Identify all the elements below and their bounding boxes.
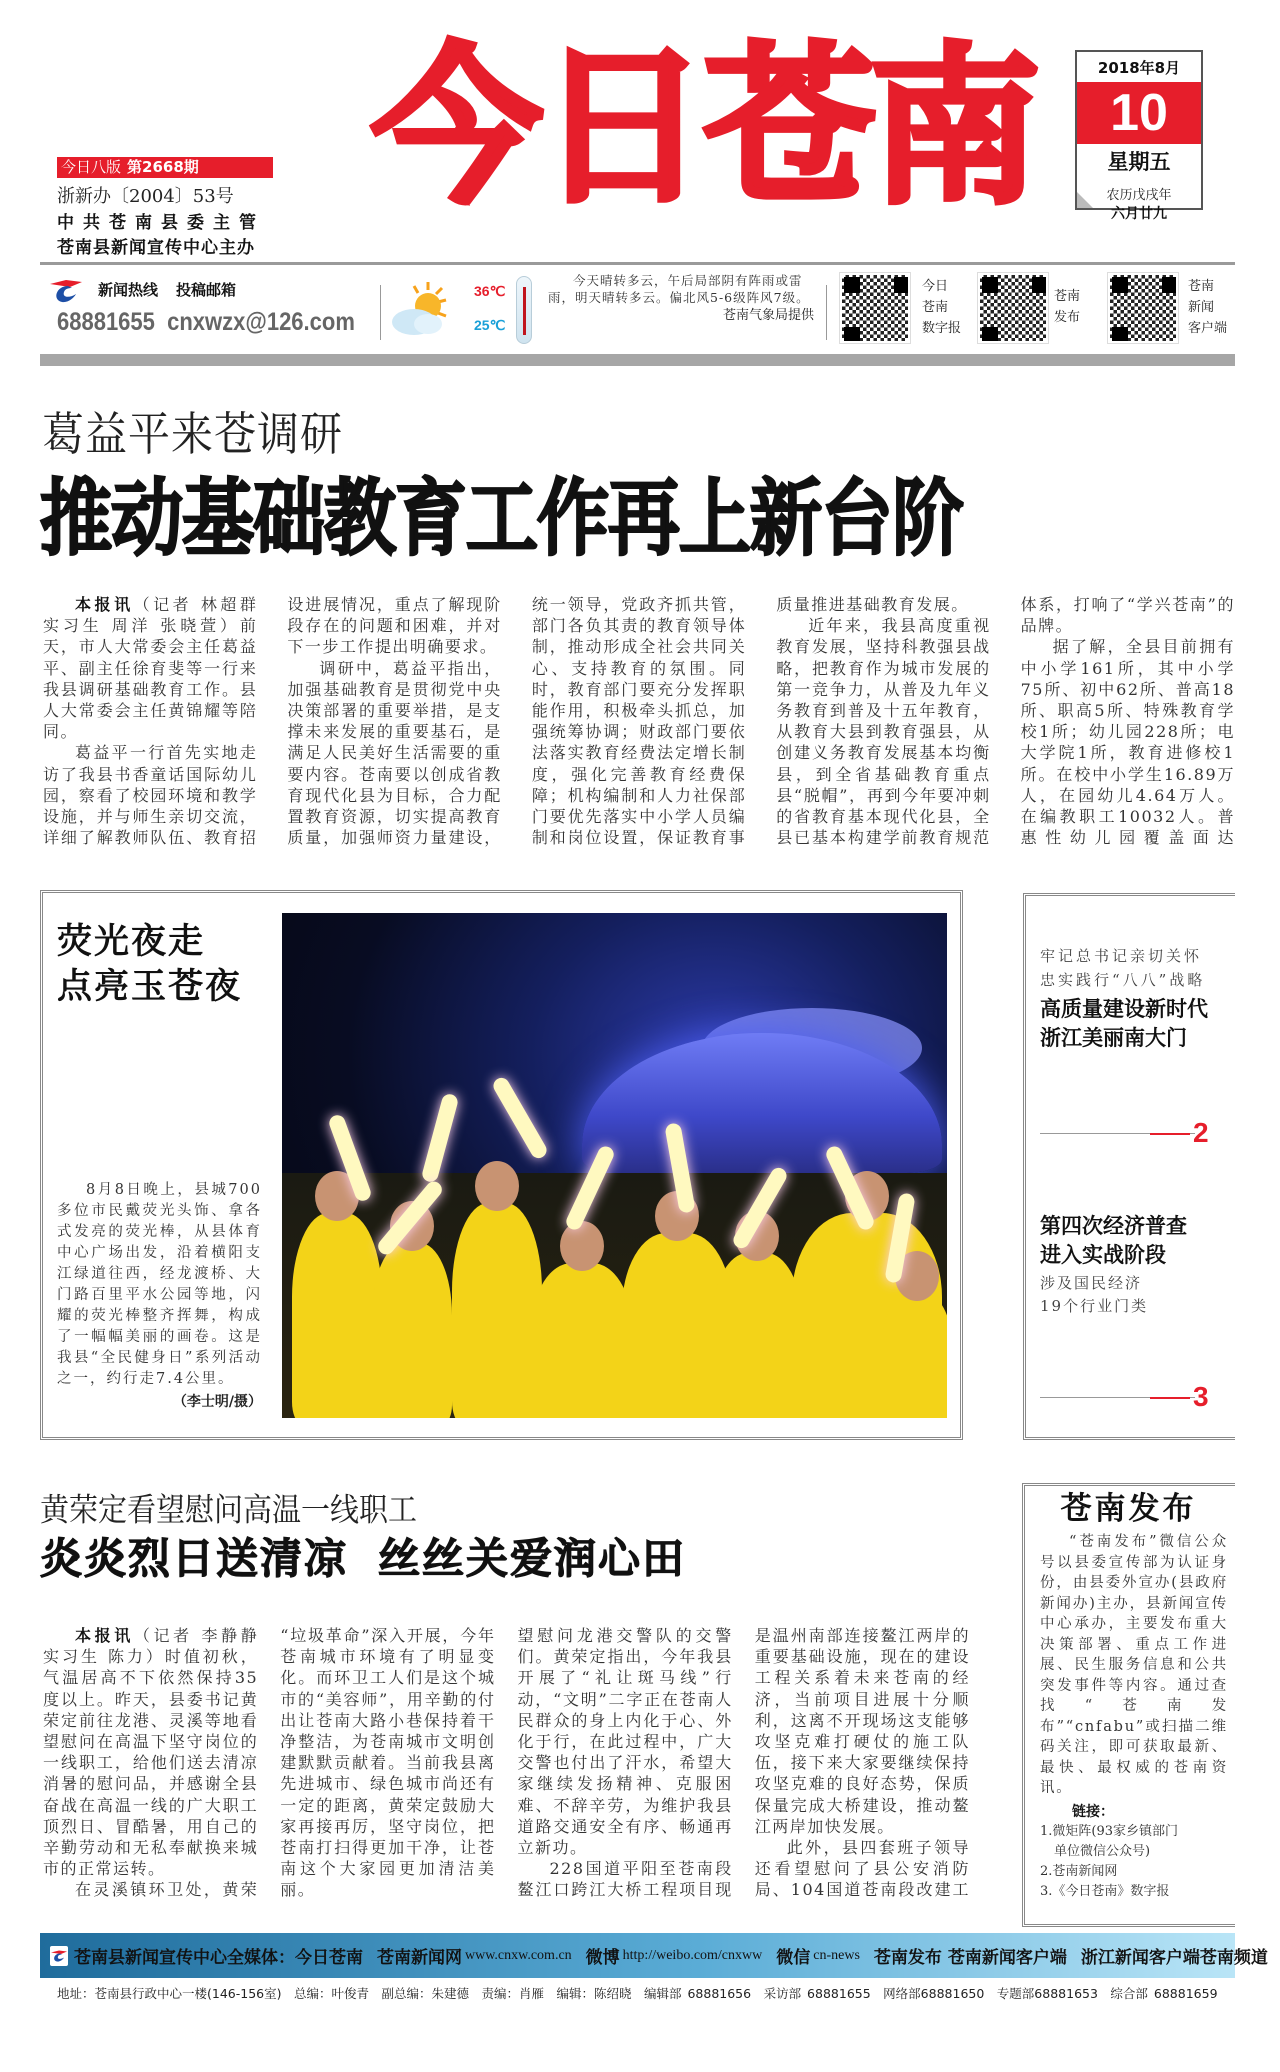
supervisor: 中共苍南县委主管 [57, 213, 265, 233]
partly-cloudy-icon [388, 280, 452, 340]
paragraph-text: 统一领导，党政齐抓共管，部门各负其责的教育领导体制，推动形成全社会共同关心、支持教育的氛围。同时，教育部门要充分发挥职能作用，积极牵头抓总，加强统筹协调；财政部门要依法落实教育经费法定增长制度，强化完善教育经费保障；机构编制和人力社保部门要优先落实中小学人员编制和岗位设置，保证教育事 [531, 595, 747, 848]
paragraph-text: 调研中，葛益平指出，加强基础教育是贯彻党中央决策部署的重要举措，是支撑未来发展的重要基石，是满足人民美好生活需要的重要内容。苍南要以创成省教育现代化县为目标，合力配置教育资源，切实提高教育质量，加强师资力量建设， [287, 658, 502, 848]
email-address[interactable]: cnxwzx@126.com [167, 308, 355, 336]
divider [826, 285, 827, 340]
links-list [1040, 1822, 1228, 1902]
weather-forecast: 今天晴转多云，午后局部阴有阵雨或雷雨，明天晴转多云。偏北风5-6级阵风7级。 [548, 273, 810, 305]
paragraph [280, 1625, 495, 1901]
article1-subtitle: 葛益平来苍调研 [42, 406, 344, 461]
marcher [712, 1253, 802, 1418]
article-column [43, 1625, 258, 1903]
wechat-id: cn-news [813, 1947, 860, 1963]
paragraph-text [280, 1902, 495, 1903]
qr-code-digital-paper[interactable] [840, 273, 910, 343]
article-column [1021, 594, 1235, 850]
paragraph [287, 658, 501, 850]
marcher-head [560, 1221, 604, 1271]
marcher [532, 1263, 632, 1418]
weather-block [548, 272, 814, 324]
weather-source: 苍南气象局提供 [722, 308, 814, 323]
weibo-label: 微博 [585, 1948, 620, 1968]
article-column [280, 1625, 495, 1903]
divider [1150, 1133, 1190, 1135]
lunar-day: 六月廿九 [1111, 206, 1167, 222]
paragraph [43, 1879, 258, 1903]
link-item[interactable]: 2.苍南新闻网 [1040, 1863, 1118, 1879]
temp-high: 36℃ [474, 283, 506, 299]
sidebar-item2-subtitle: 涉及国民经济 19个行业门类 [1040, 1274, 1149, 1315]
paragraph-text: 在灵溪镇环卫处，黄荣 [75, 1880, 259, 1900]
qr-label-news-app: 苍南 新闻 客户端 [1188, 279, 1228, 336]
app-cangnan-news: 苍南新闻客户端 [947, 1948, 1067, 1968]
qr-label-digital-paper: 今日 苍南 数字报 [922, 279, 962, 336]
temp-low: 25℃ [474, 317, 506, 333]
sidebar-item1-page[interactable]: 2 [1193, 1117, 1209, 1148]
paragraph [755, 1837, 970, 1903]
photo-caption: 8月8日晚上，县城700多位市民戴荧光头饰、拿各式发亮的荧光棒，从县体育中心广场出发，沿着横阳支江绿道往西，经龙渡桥、大门路百里平水公园等地，闪耀的荧光棒整齐挥舞，构成了一幅幅美丽的画卷。这是我县“全民健身日”系列活动之一，约行走7.4公里。 [57, 1182, 262, 1387]
divider [1150, 1397, 1190, 1399]
release-box-body: “苍南发布”微信公众号以县委宣传部为认证身份，由县委外宣办(县政府新闻办)主办，县新闻宣传中心承办，主要发布重大决策部署、重点工作进展、民生服务信息和公共突发事件等内容。通过查找“苍南发布”“cnfabu”或扫描二维码关注，即可获取最新、最快、最权威的苍南资讯。 [1040, 1534, 1228, 1796]
lunar-year: 农历戊戌年 [1106, 188, 1172, 203]
release-box-title: 苍南发布 [1060, 1491, 1197, 1527]
night-walk-photo [282, 913, 947, 1418]
article2-body [43, 1625, 970, 1903]
paragraph [776, 615, 990, 850]
app-zhejiang-news: 浙江新闻客户端苍南频道 [1080, 1948, 1268, 1968]
paragraph [1021, 594, 1235, 636]
links-label: 链接： [1072, 1803, 1114, 1820]
paragraph [43, 1625, 258, 1879]
sidebar-item1-title[interactable]: 高质量建设新时代 浙江美丽南大门 [1040, 997, 1208, 1050]
divider [40, 262, 1235, 265]
paragraph [43, 594, 257, 742]
paragraph [518, 1858, 733, 1903]
sidebar-item2[interactable] [1040, 1212, 1230, 1318]
photo-caption-block [57, 1180, 262, 1412]
release-box-content [1040, 1532, 1228, 1902]
app-cangnan-release: 苍南发布 [873, 1948, 942, 1968]
article2-subtitle: 黄荣定看望慰问高温一线职工 [40, 1491, 418, 1529]
marcher [372, 1243, 452, 1418]
imprint-info: 地址：苍南县行政中心一楼(146-156室) 总编：叶俊青 副总编：朱建德 责编：肖雁 编辑：陈绍晓 编辑部 68881656 采访部 68881655 网络部68881650 专题部68881653 综合部 68881659 [57, 1986, 1218, 2001]
paragraph-text: 葛益平一行首先实地走访了我县书香童话国际幼儿园，察看了校园环境和教学设施，并与师生亲切交流，详细了解教师队伍、教育招 [43, 743, 258, 848]
qr-label-cangnan-release: 苍南 发布 [1054, 289, 1081, 325]
article2-headline: 炎炎烈日送清凉 丝丝关爱润心田 [40, 1534, 687, 1583]
issue-number: 第2668期 [127, 158, 199, 176]
dateline: 本报讯 [75, 1626, 134, 1645]
wechat-label: 微信 [776, 1948, 811, 1968]
media-footer-bar [40, 1933, 1268, 1978]
site-label: 苍南新闻网 [377, 1948, 462, 1968]
link-item[interactable]: 单位微信公众号) [1054, 1843, 1151, 1859]
article-column [43, 594, 257, 850]
media-label: 苍南县新闻宣传中心全媒体：今日苍南 [74, 1948, 363, 1968]
hotline-number: 68881655 [57, 308, 155, 336]
glow-stick [491, 1075, 550, 1161]
paragraph [280, 1901, 495, 1903]
contact-values [57, 308, 355, 337]
page-fold-icon [1077, 192, 1093, 208]
marcher [452, 1203, 542, 1418]
article-column [287, 594, 501, 850]
paragraph [532, 594, 746, 850]
article-column [776, 594, 990, 850]
marcher [882, 1293, 947, 1418]
link-item[interactable]: 1.微矩阵(93家乡镇部门 [1040, 1823, 1179, 1839]
article1-headline: 推动基础教育工作再上新台阶 [40, 470, 964, 567]
paragraph [1021, 636, 1235, 850]
paragraph-text: 据了解，全县目前拥有中小学161所，其中小学75所、初中62所、普高18所、职高5所、特殊教育学校1所；幼儿园228所；电大学院1所，教育进修校1所。在校中小学生16.89万人，在园幼儿4.64万人。在编教职工10032人。普惠性幼儿园覆盖面达 [1020, 637, 1236, 848]
paragraph-text: 228国道平阳至苍南段鳌江口跨江大桥工程项目现 [517, 1859, 733, 1900]
marcher-head [475, 1161, 519, 1211]
date-box [1075, 50, 1203, 222]
paragraph-text: “垃圾革命”深入开展，今年苍南城市环境有了明显变化。而环卫工人们是这个城市的“美容师”，用辛勤的付出让苍南大路小巷保持着干净整洁，为苍南城市文明创建默默贡献着。当前我县离先进城市、绿色城市尚还有一定的距离，黄荣定鼓励大家再接再厉，坚守岗位，把苍南打扫得更加干净，让苍南这个大家园更加清洁美丽。 [280, 1626, 496, 1900]
qr-code-cangnan-release[interactable] [978, 273, 1048, 343]
paragraph-text: 体系，打响了“学兴苍南”的品牌。 [1020, 595, 1236, 636]
license-number: 浙新办〔2004〕53号 [57, 186, 234, 207]
contact-labels: 新闻热线 投稿邮箱 [98, 281, 237, 299]
qr-code-news-app[interactable] [1108, 273, 1178, 343]
newspaper-title: 今日苍南 [372, 29, 1037, 227]
dateline: 本报讯 [75, 595, 134, 614]
paragraph [518, 1625, 733, 1858]
paragraph-text: 设进展情况，重点了解现阶段存在的问题和困难，并对下一步工作提出明确要求。 [287, 595, 502, 657]
paragraph [43, 742, 257, 850]
article-column [755, 1625, 970, 1903]
edition-badge: 今日八版 第2668期 [57, 157, 273, 178]
sponsor: 苍南县新闻宣传中心主办 [57, 238, 255, 258]
paragraph-text: （记者 李静静 实习生 陈力）时值初秋，气温居高不下依然保持35度以上。昨天，县委书记黄荣定前往龙港、灵溪等地看望慰问在高温下坚守岗位的一线职工，给他们送去清凉消暑的慰问品，并感谢全县奋战在高温一线的广大职工顶烈日、冒酷暑，用自己的辛勤劳动和无私奉献换来城市的正常运转。 [43, 1626, 259, 1879]
glow-stick [421, 1092, 460, 1183]
news-center-logo-icon [48, 278, 84, 304]
paragraph-text: 质量推进基础教育发展。 [776, 595, 969, 614]
paragraph-text: 近年来，我县高度重视教育发展，坚持科教强县战略，把教育作为城市发展的第一竞争力，从普及九年义务教育到普及十五年教育，从教育大县到教育强县，从创建义务教育发展基本均衡县，到全省基础教育重点县“脱帽”，再到今年要冲刺的省教育基本现代化县，全县已基本构建学前教育规范 [776, 616, 991, 848]
photo-story-title: 荧光夜走 点亮玉苍夜 [57, 922, 243, 1007]
sidebar-item1[interactable] [1040, 944, 1230, 1053]
news-center-logo-icon [50, 1946, 68, 1966]
sidebar-item1-subtitle: 牢记总书记亲切关怀 忠实践行“八八”战略 [1040, 947, 1206, 989]
paragraph [287, 594, 501, 658]
thermometer-icon [516, 276, 532, 344]
weekday: 星期五 [1107, 150, 1171, 174]
article-column [518, 1625, 733, 1903]
paragraph-text: 望慰问龙港交警队的交警们。黄荣定指出，今年我县开展了“礼让斑马线”行动，“文明”二字正在苍南人民群众的身上内化于心、外化于行，在此过程中，广大交警也付出了汗水，希望大家继续发扬精神、克服困难、不辞辛劳，为维护我县道路交通安全有序、畅通再立新功。 [517, 1626, 733, 1858]
divider [40, 354, 1235, 366]
site-url[interactable]: www.cnxw.com.cn [465, 1947, 572, 1963]
paragraph [755, 1625, 970, 1837]
article1-body [43, 594, 1235, 850]
paragraph [776, 594, 990, 615]
year-month: 2018年8月 [1097, 59, 1181, 77]
paragraph-text: （记者 林超群 实习生 周洋 张晓萱）前天，市人大常委会主任葛益平、副主任徐育斐等一行来我县调研基础教育工作。县人大常委会主任黄锦耀等陪同。 [43, 595, 258, 742]
paragraph-text: 此外，县四套班子领导还看望慰问了县公安消防局、104国道苍南段改建工 [754, 1838, 970, 1900]
photo-credit: （李士明/摄） [172, 1394, 262, 1410]
divider [380, 285, 381, 340]
sidebar-item2-page[interactable]: 3 [1193, 1381, 1209, 1412]
weibo-url[interactable]: http://weibo.com/cnxww [622, 1947, 763, 1963]
link-item[interactable]: 3.《今日苍南》数字报 [1040, 1883, 1170, 1899]
marcher [292, 1213, 382, 1418]
sidebar-item2-title[interactable]: 第四次经济普查 进入实战阶段 [1040, 1214, 1187, 1267]
day: 10 [1077, 82, 1201, 144]
paragraph-text: 是温州南部连接鳌江两岸的重要基础设施，现在的建设工程关系着未来苍南的经济，当前项目进展十分顺利，这离不开现场这支能够攻坚克难打硬仗的施工队伍，接下来大家要继续保持攻坚克难的良好态势，保质保量完成大桥建设，推动鳌江两岸加快发展。 [754, 1626, 970, 1836]
article-column [532, 594, 746, 850]
